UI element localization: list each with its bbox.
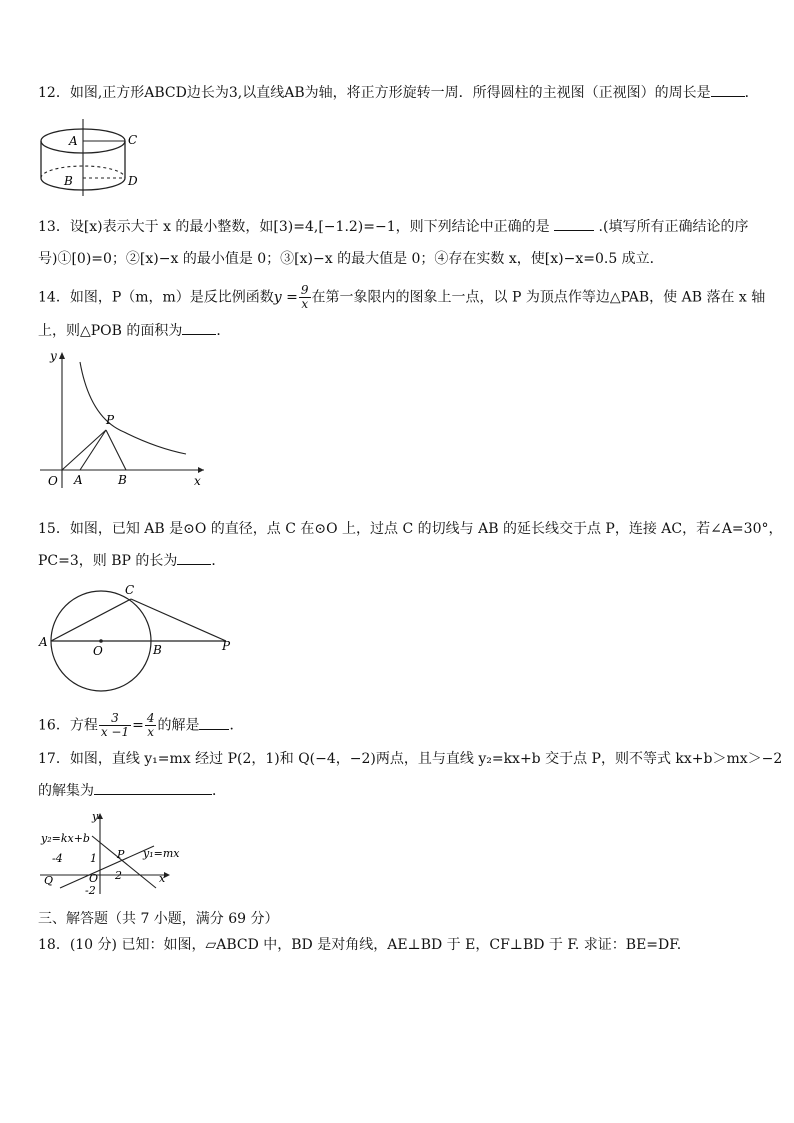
- q14-label-b: B: [118, 473, 127, 487]
- q15-label-c: C: [125, 583, 135, 597]
- q13-line2: 号)①[0)=0；②[x)−x 的最小值是 0；③[x)−x 的最大值是 0；④存在实数 x，使[x)−x=0.5 成立．: [38, 251, 664, 267]
- q17-label-2: 2: [115, 869, 122, 882]
- q14-label-y: y: [50, 349, 57, 363]
- q17-stem-line2: 的解集为: [38, 783, 94, 799]
- q14-stem-post: 在第一象限内的图象上一点，以 P 为顶点作等边△PAB，使 AB 落在 x 轴: [311, 289, 766, 306]
- q13-stem-end: .(填写所有正确结论的序: [598, 219, 749, 235]
- q14-fraction: [299, 284, 311, 311]
- q12-label-c: C: [128, 133, 138, 147]
- q17-label-1: 1: [90, 852, 97, 865]
- q16-fraction-1: [99, 712, 131, 739]
- q17-answer-blank[interactable]: [94, 782, 212, 795]
- q17-label-y2: y₂=kx+b: [41, 832, 90, 845]
- q12-label-a: A: [69, 134, 78, 148]
- q14-frac-den: x: [301, 297, 309, 311]
- q14-label-o: O: [48, 474, 58, 488]
- q15-label-p: P: [222, 639, 231, 653]
- q17-lines-figure: [38, 806, 188, 898]
- q17-line1: 17．如图，直线 y₁=mx 经过 P(2，1)和 Q(−4，−2)两点，且与直线 y₂=kx+b 交于点 P，则不等式 kx+b＞mx＞−2: [38, 751, 783, 767]
- q17-label-y: y: [92, 810, 99, 823]
- q14-frac-num: 9: [300, 283, 309, 297]
- q17-label-p: P: [117, 848, 125, 861]
- q16-frac2-den: x: [147, 725, 155, 739]
- q12-label-b: B: [64, 174, 73, 188]
- q17-label-q: Q: [44, 874, 54, 887]
- q12-stem: 12．如图,正方形ABCD边长为3,以直线AB为轴，将正方形旋转一周．所得圆柱的主视图（正视图）的周长是: [38, 85, 711, 101]
- section-3-heading: 三、解答题（共 7 小题，满分 69 分）: [38, 911, 279, 927]
- q15-end: ．: [211, 553, 226, 569]
- q14-func-y: y =: [273, 289, 298, 306]
- q16-frac2-num: 4: [146, 711, 155, 725]
- q14-label-x: x: [194, 474, 201, 488]
- q15-line1: 15．如图，已知 AB 是⊙O 的直径，点 C 在⊙O 上，过点 C 的切线与 AB 的延长线交于点 P，连接 AC，若∠A=30°，: [38, 521, 783, 537]
- q13-answer-blank[interactable]: [554, 218, 594, 231]
- q14-line1: [38, 284, 765, 311]
- q17-label-minus4: -4: [52, 852, 63, 865]
- q14-stem-line2: 上，则△POB 的面积为: [38, 323, 183, 339]
- q15-label-b: B: [153, 643, 162, 657]
- q14-line2: [38, 322, 230, 340]
- q18-text: 18．(10 分) 已知：如图，▱ABCD 中，BD 是对角线，AE⊥BD 于 E，CF⊥BD 于 F. 求证：BE=DF.: [38, 937, 682, 953]
- q15-stem-line2: PC=3，则 BP 的长为: [38, 553, 178, 569]
- q16-fraction-2: [145, 712, 157, 739]
- q12-cylinder-figure: [36, 116, 146, 198]
- q12-answer-blank[interactable]: [711, 84, 745, 97]
- q16-line: [38, 712, 243, 739]
- q16-stem-pre: 16．方程: [38, 717, 98, 734]
- q17-label-y1: y₁=mx: [143, 847, 180, 860]
- q14-graph-figure: [36, 348, 208, 494]
- q17-label-o: O: [89, 872, 99, 885]
- q12-text: [38, 84, 759, 102]
- q14-answer-blank[interactable]: [182, 322, 216, 335]
- q17-end: ．: [212, 783, 226, 799]
- q15-label-a: A: [39, 635, 48, 649]
- q17-label-x: x: [159, 872, 166, 885]
- q14-label-p: P: [106, 413, 115, 427]
- q15-label-o: O: [93, 644, 103, 658]
- q14-stem-pre: 14．如图，P（m，m）是反比例函数: [38, 289, 274, 306]
- q15-line2: [38, 552, 225, 570]
- q16-equals: =: [132, 717, 144, 734]
- q12-end: ．: [744, 85, 759, 101]
- q16-answer-blank[interactable]: [199, 717, 229, 730]
- q13-line1: [38, 218, 748, 236]
- q16-end: ．: [229, 717, 244, 734]
- q12-label-d: D: [128, 174, 138, 188]
- q16-frac1-num: 3: [99, 712, 131, 726]
- q15-answer-blank[interactable]: [177, 552, 211, 565]
- q16-frac1-den: x −1: [100, 725, 130, 739]
- q15-circle-figure: [36, 578, 236, 696]
- q17-label-minus2: -2: [85, 884, 96, 897]
- q17-line2: [38, 782, 226, 800]
- q14-label-a: A: [74, 473, 83, 487]
- q14-end: ．: [216, 323, 231, 339]
- q13-stem: 13．设[x)表示大于 x 的最小整数，如[3)=4,[−1.2)=−1，则下列结论中正确的是: [38, 219, 550, 235]
- q16-stem-post: 的解是: [157, 717, 200, 734]
